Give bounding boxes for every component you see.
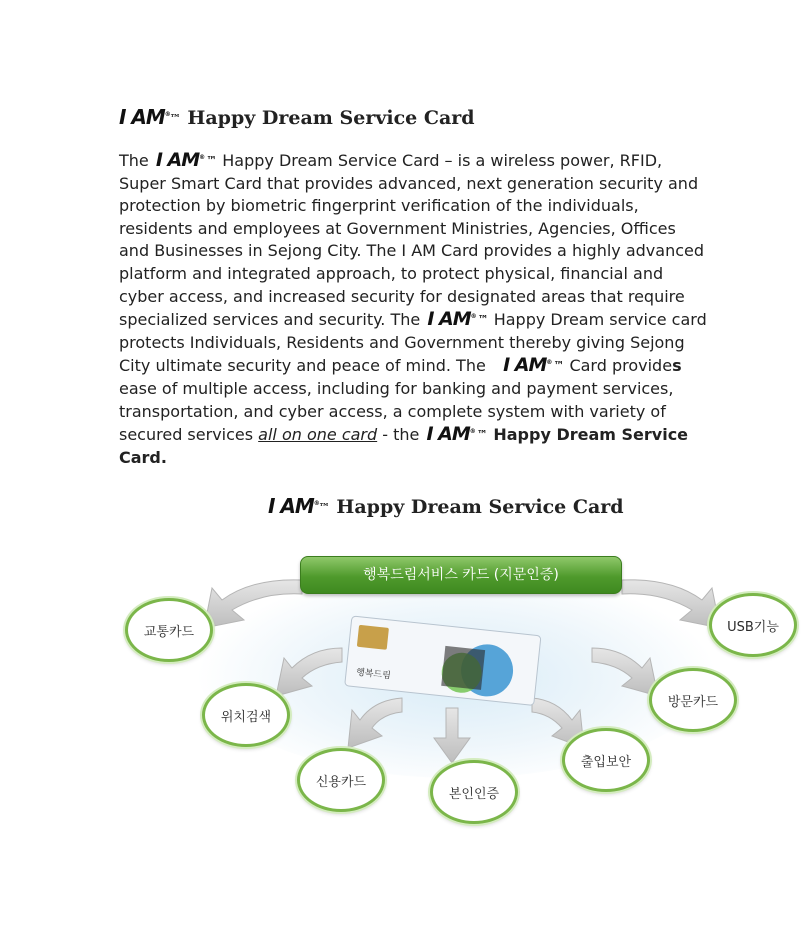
description-paragraph — [119, 149, 709, 469]
node-transport-card: 교통카드 — [125, 598, 213, 662]
heading-text: Happy Dream Service Card — [336, 496, 624, 518]
trademark-symbol: ™ — [318, 501, 330, 514]
page-heading — [119, 104, 475, 132]
iam-logo: I AM® — [268, 494, 319, 518]
iam-logo: I AM® — [119, 105, 170, 129]
node-visitor-card: 방문카드 — [649, 668, 737, 732]
diagram-heading — [268, 493, 624, 521]
trademark-symbol: ™ — [553, 359, 565, 373]
iam-logo: I AM® — [426, 423, 475, 446]
node-usb-function: USB기능 — [709, 593, 797, 657]
iam-logo: I AM® — [427, 308, 476, 331]
service-diagram — [112, 548, 802, 838]
heading-text: Happy Dream Service Card — [187, 107, 475, 129]
card-label: 행복드림 — [355, 667, 392, 682]
service-banner: 행복드림서비스 카드 (지문인증) — [300, 556, 622, 594]
text-segment: Happy Dream service card protects Individuals, Residents and Government thereby giving Sejong City ultimate security and peace of mind. The — [119, 310, 707, 376]
node-credit-card: 신용카드 — [297, 748, 385, 812]
node-location-search: 위치검색 — [202, 683, 290, 747]
trademark-symbol: ™ — [169, 112, 181, 125]
node-access-security: 출입보안 — [562, 728, 650, 792]
iam-logo: I AM® — [155, 149, 205, 171]
text-segment: Card provide — [569, 356, 673, 376]
text-segment: The — [119, 151, 149, 170]
text-segment: ease of multiple access, including for banking and payment services, transportation, and cyber access, a complete system with variety of secured services — [119, 378, 674, 445]
iam-logo: I AM® — [503, 354, 552, 377]
trademark-symbol: ™ — [206, 154, 218, 167]
text-segment: Happy Dream Service Card – is a wireless power, RFID, Super Smart Card that provides advanced, next generation security and protection by biometric fingerprint verification of the individuals, residents and employees at Government Ministries, Agencies, Offices and Businesses in Sejong City. The I AM Card provides a highly advanced platform and integrated approach, to protect physical, financial and cyber access, and increased security for designated areas that require specialized services and security. The — [119, 151, 704, 330]
emphasis-text: all on one card — [258, 425, 378, 445]
trademark-symbol: ™ — [477, 313, 489, 327]
bold-letter: s — [672, 356, 682, 376]
text-segment: Happy Dream Service Card. — [119, 425, 689, 467]
trademark-symbol: ™ — [476, 428, 488, 442]
text-segment: - the — [382, 425, 420, 445]
node-identity-verification: 본인인증 — [430, 760, 518, 824]
